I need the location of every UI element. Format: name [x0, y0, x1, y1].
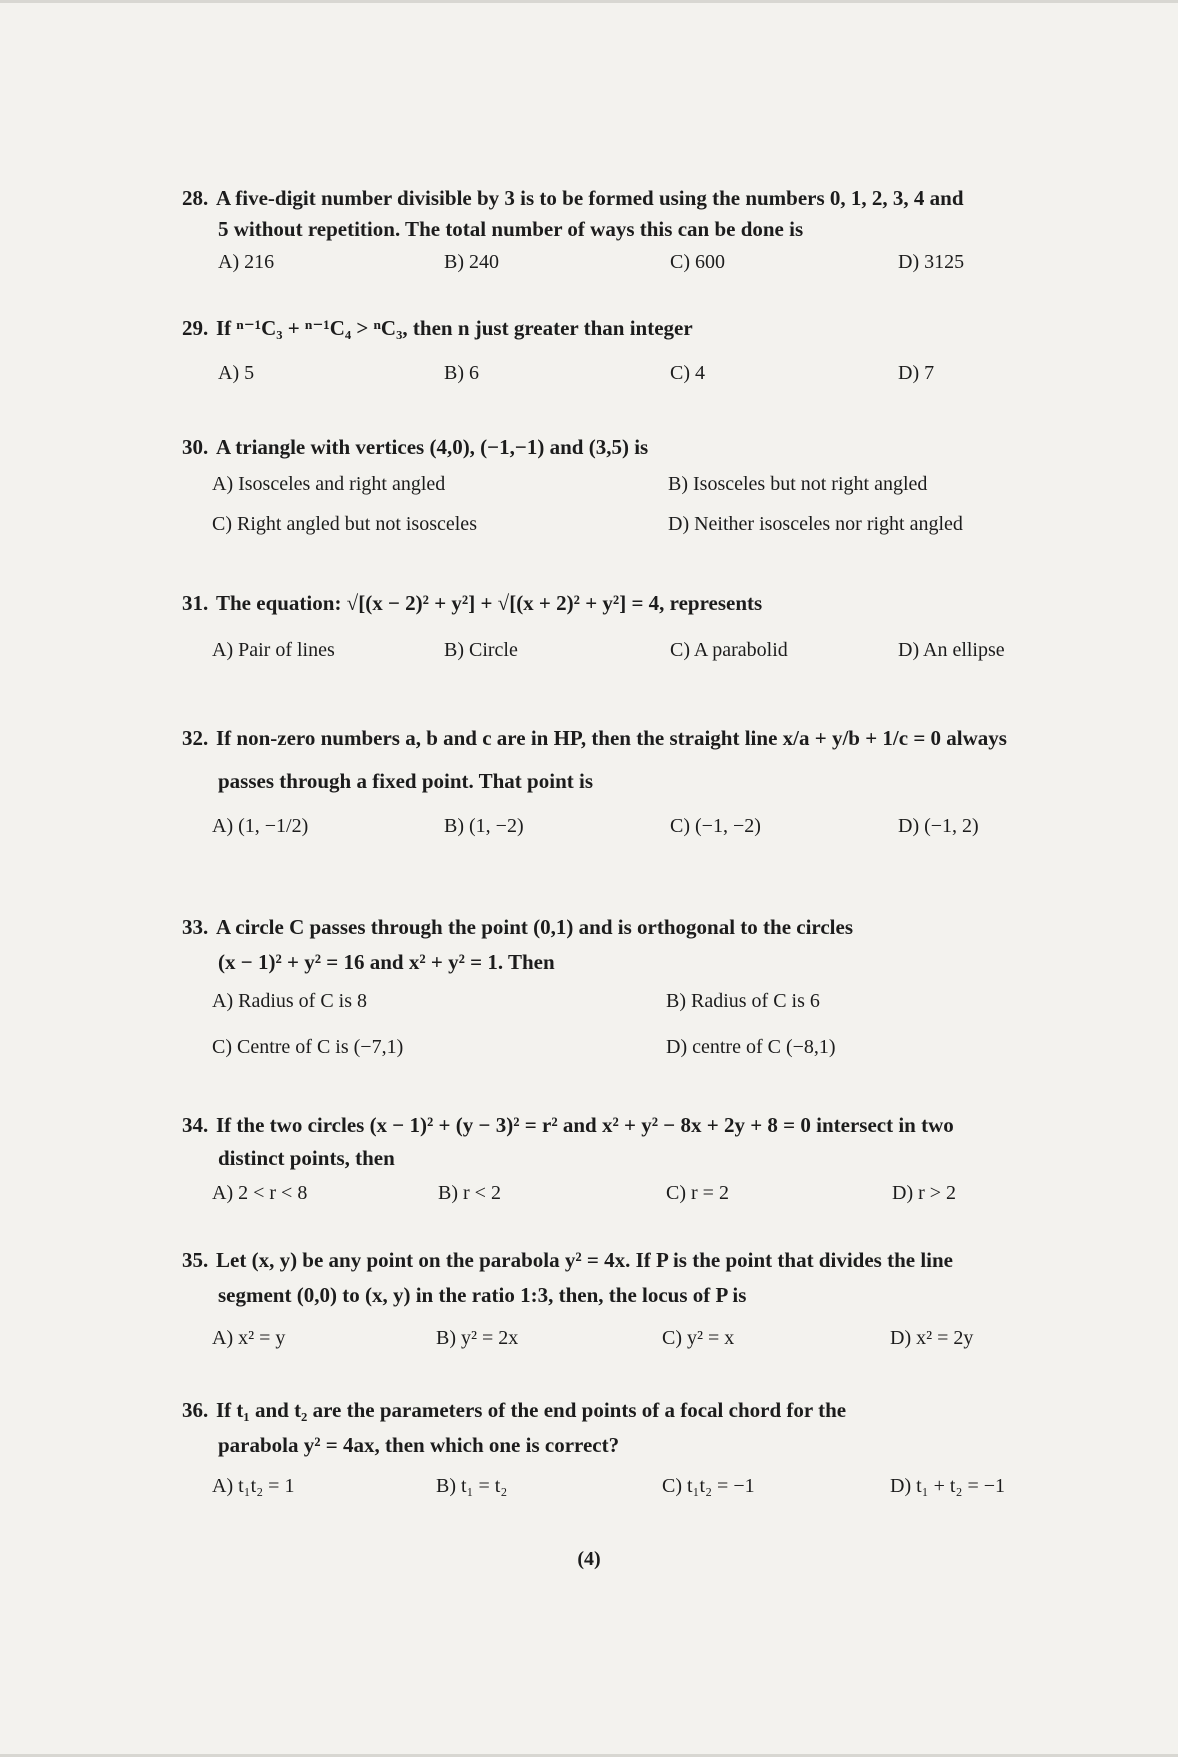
- option-b: B) r < 2: [438, 1182, 501, 1204]
- option-a: A) Pair of lines: [212, 639, 335, 661]
- option-b: B) y² = 2x: [436, 1327, 519, 1349]
- question-number: 34.: [182, 1113, 209, 1137]
- option-c: C) A parabolid: [670, 639, 788, 661]
- question-text-line-1: Let (x, y) be any point on the parabola y² = 4x. If P is the point that divides the line: [216, 1248, 953, 1272]
- question-text-line-2: parabola y² = 4ax, then which one is correct?: [218, 1433, 620, 1457]
- option-a: A) 2 < r < 8: [212, 1182, 308, 1204]
- page-number: (4): [577, 1548, 601, 1570]
- options-row: [182, 639, 1122, 673]
- options-row: [182, 815, 1122, 849]
- option-a: A) Isosceles and right angled: [212, 473, 446, 495]
- question-text-line-1: A circle C passes through the point (0,1) and is orthogonal to the circles: [216, 915, 854, 939]
- option-b: B) (1, −2): [444, 815, 524, 837]
- option-d: D) x² = 2y: [890, 1327, 974, 1349]
- question-text-line-1: If the two circles (x − 1)² + (y − 3)² = r² and x² + y² − 8x + 2y + 8 = 0 intersect in two: [216, 1113, 954, 1137]
- question-text-line-2: segment (0,0) to (x, y) in the ratio 1:3, then, the locus of P is: [218, 1283, 747, 1307]
- option-c: C) r = 2: [666, 1182, 729, 1204]
- option-a: A) 216: [218, 251, 275, 273]
- question-number: 28.: [182, 186, 209, 210]
- options-row-1: [182, 990, 1122, 1024]
- options-row: [182, 1182, 1122, 1216]
- option-a: A) Radius of C is 8: [212, 990, 367, 1012]
- question-number: 32.: [182, 726, 209, 750]
- scan-edge-top: [0, 0, 1178, 3]
- question-number: 36.: [182, 1398, 209, 1422]
- question-text-line-2: (x − 1)² + y² = 16 and x² + y² = 1. Then: [218, 950, 555, 974]
- option-d: D) An ellipse: [898, 639, 1005, 661]
- option-b: B) 240: [444, 251, 499, 273]
- option-a: A) t₁t₂ = 1: [212, 1475, 295, 1497]
- options-row-1: [182, 473, 1122, 507]
- question-number: 35.: [182, 1248, 209, 1272]
- question-29: [182, 313, 1122, 396]
- question-number: 29.: [182, 316, 209, 340]
- option-a: A) 5: [218, 362, 255, 384]
- option-d: D) (−1, 2): [898, 815, 979, 837]
- option-c: C) (−1, −2): [670, 815, 761, 837]
- option-d: D) 3125: [898, 251, 965, 273]
- option-d: D) centre of C (−8,1): [666, 1036, 836, 1058]
- question-text: If ⁿ⁻¹C₃ + ⁿ⁻¹C₄ > ⁿC₃, then n just greater than integer: [216, 316, 693, 340]
- options-row: [182, 362, 1122, 396]
- question-text-line-2: 5 without repetition. The total number of ways this can be done is: [218, 217, 804, 241]
- option-c: C) y² = x: [662, 1327, 735, 1349]
- question-text: A triangle with vertices (4,0), (−1,−1) and (3,5) is: [216, 435, 649, 459]
- option-c: C) 600: [670, 251, 725, 273]
- question-35: [182, 1245, 1122, 1361]
- option-d: D) 7: [898, 362, 935, 384]
- question-text: The equation: √[(x − 2)² + y²] + √[(x + 2)² + y²] = 4, represents: [216, 591, 763, 615]
- option-d: D) Neither isosceles nor right angled: [668, 513, 963, 535]
- options-row: [182, 1327, 1122, 1361]
- question-28: [182, 183, 1122, 285]
- option-d: D) r > 2: [892, 1182, 957, 1204]
- question-30: [182, 432, 1122, 547]
- question-33: [182, 912, 1122, 1070]
- option-c: C) t₁t₂ = −1: [662, 1475, 755, 1497]
- option-b: B) Circle: [444, 639, 518, 661]
- option-c: C) 4: [670, 362, 705, 384]
- option-b: B) Isosceles but not right angled: [668, 473, 928, 495]
- option-a: A) (1, −1/2): [212, 815, 309, 837]
- question-text-line-2: distinct points, then: [218, 1146, 395, 1170]
- question-text-line-1: If t₁ and t₂ are the parameters of the end points of a focal chord for the: [216, 1398, 847, 1422]
- options-row: [182, 251, 1122, 285]
- question-text-line-1: A five-digit number divisible by 3 is to be formed using the numbers 0, 1, 2, 3, 4 and: [216, 186, 964, 210]
- question-text-line-1: If non-zero numbers a, b and c are in HP, then the straight line x/a + y/b + 1/c = 0 always: [216, 726, 1007, 750]
- options-row: [182, 1475, 1122, 1509]
- question-31: [182, 588, 1122, 673]
- option-c: C) Right angled but not isosceles: [212, 513, 477, 535]
- question-36: [182, 1395, 1122, 1509]
- option-c: C) Centre of C is (−7,1): [212, 1036, 404, 1058]
- question-number: 33.: [182, 915, 209, 939]
- question-text-line-2: passes through a fixed point. That point is: [218, 769, 593, 793]
- options-row-2: [182, 1036, 1122, 1070]
- option-d: D) t₁ + t₂ = −1: [890, 1475, 1005, 1497]
- option-b: B) t₁ = t₂: [436, 1475, 508, 1497]
- question-32: [182, 723, 1122, 849]
- options-row-2: [182, 513, 1122, 547]
- question-number: 31.: [182, 591, 209, 615]
- question-number: 30.: [182, 435, 209, 459]
- question-34: [182, 1110, 1122, 1216]
- option-a: A) x² = y: [212, 1327, 286, 1349]
- option-b: B) Radius of C is 6: [666, 990, 820, 1012]
- option-b: B) 6: [444, 362, 479, 384]
